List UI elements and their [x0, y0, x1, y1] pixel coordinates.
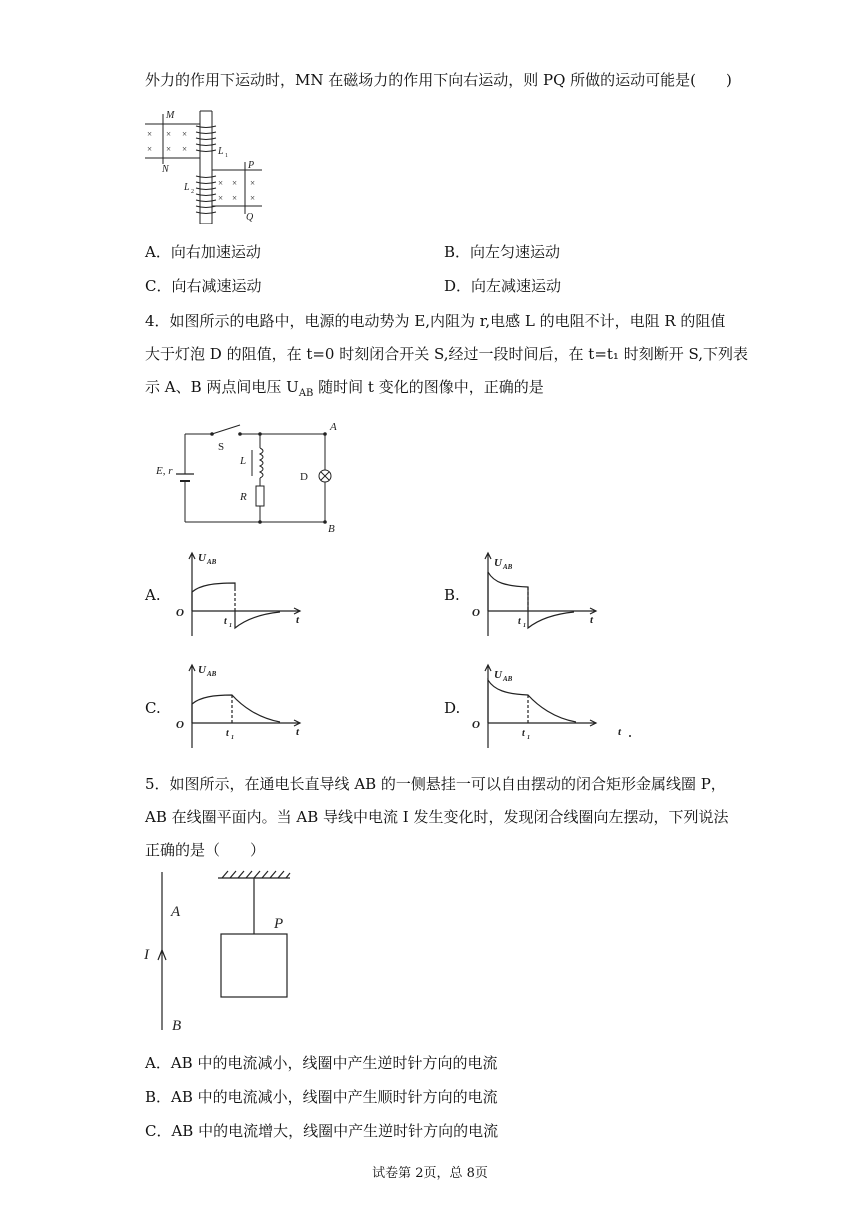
svg-text:×: ×	[182, 144, 188, 154]
label-S: S	[218, 441, 225, 453]
q5-stem-line-2: AB 在线圈平面内。当 AB 导线中电流 I 发生变化时，发现闭合线圈向左摆动，下列说法	[145, 808, 729, 826]
q4-graph-b	[470, 548, 610, 638]
q3-option-b[interactable]: B．向左匀速运动	[444, 243, 561, 261]
q3-option-d[interactable]: D．向左减速运动	[444, 277, 562, 295]
q4-line3-post: 随时间 t 变化的图像中，正确的是	[313, 378, 544, 396]
label-P: P	[248, 160, 255, 171]
q4-circuit	[150, 420, 350, 535]
q4-option-b[interactable]: B.	[444, 586, 460, 604]
graph-b-origin: O	[472, 607, 480, 619]
graph-b-t: t	[590, 614, 594, 626]
svg-text:×: ×	[182, 129, 188, 139]
q5-figure	[140, 866, 300, 1036]
graph-a-t1: t	[224, 616, 227, 627]
label-q5-A: A	[171, 904, 181, 920]
q5-option-a[interactable]: A．AB 中的电流减小，线圈中产生逆时针方向的电流	[145, 1054, 498, 1072]
graph-a-t: t	[296, 614, 300, 626]
q5-stem-line-3: 正确的是（ ）	[145, 841, 266, 859]
graph-a-t1-sub: 1	[229, 623, 232, 629]
svg-text:×: ×	[232, 178, 238, 188]
q4-option-c[interactable]: C.	[145, 699, 161, 717]
label-L1: L	[218, 146, 224, 157]
graph-c-origin: O	[176, 719, 184, 731]
graph-c-u: U	[198, 664, 206, 676]
q4-stem-line-2: 大于灯泡 D 的阻值，在 t=0 时刻闭合开关 S,经过一段时间后，在 t=t₁ 时刻断开 S,下列表	[145, 345, 748, 363]
label-B: B	[328, 523, 335, 535]
svg-text:×: ×	[166, 144, 172, 154]
page-footer: 试卷第 2页，总 8页	[372, 1166, 488, 1181]
svg-text:×: ×	[218, 193, 224, 203]
q4-graph-a	[170, 548, 310, 638]
svg-text:×: ×	[250, 193, 256, 203]
graph-a-origin: O	[176, 607, 184, 619]
label-q5-I: I	[144, 947, 149, 963]
q4-stem-line-3	[145, 377, 544, 404]
graph-a-u: U	[198, 552, 206, 564]
label-L: L	[240, 455, 247, 467]
q3-figure	[140, 106, 270, 224]
q4-option-a[interactable]: A.	[145, 586, 161, 604]
q4-graph-c	[170, 660, 310, 750]
graph-a-u-sub: AB	[207, 558, 217, 566]
graph-d-t1: t	[522, 728, 525, 739]
q4-line3-pre: 示 A、B 两点间电压 U	[145, 378, 299, 396]
svg-text:×: ×	[218, 178, 224, 188]
graph-b-t1-sub: 1	[523, 623, 526, 629]
label-L2: L	[184, 182, 190, 193]
label-N: N	[162, 164, 169, 175]
graph-c-u-sub: AB	[207, 670, 217, 678]
svg-text:×: ×	[147, 129, 153, 139]
label-M: M	[166, 110, 175, 121]
label-q5-P: P	[274, 916, 284, 932]
label-E-r: E, r	[156, 465, 173, 477]
q5-option-c[interactable]: C．AB 中的电流增大，线圈中产生逆时针方向的电流	[145, 1122, 499, 1140]
graph-d-t: t	[618, 726, 622, 738]
svg-text:×: ×	[166, 129, 172, 139]
label-R: R	[240, 491, 247, 503]
q3-option-c[interactable]: C．向右减速运动	[145, 277, 262, 295]
q3-option-a[interactable]: A．向右加速运动	[145, 243, 261, 261]
q4-option-d[interactable]: D.	[444, 699, 461, 717]
graph-c-t1-sub: 1	[231, 735, 234, 741]
graph-c-t: t	[296, 726, 300, 738]
graph-d-t1-sub: 1	[527, 735, 530, 741]
q4-graph-d	[470, 660, 640, 750]
label-Q: Q	[246, 212, 254, 223]
svg-text:×: ×	[232, 193, 238, 203]
graph-b-u-sub: AB	[503, 563, 513, 571]
q4-stem-line-1: 4．如图所示的电路中，电源的电动势为 E,内阻为 r,电感 L 的电阻不计，电阻 R 的阻值	[145, 312, 726, 330]
graph-b-u: U	[494, 557, 502, 569]
graph-d-u-sub: AB	[503, 675, 513, 683]
label-L2-sub: 2	[191, 189, 194, 195]
q4-line3-sub: AB	[298, 388, 314, 399]
label-D: D	[300, 471, 308, 483]
graph-c-t1: t	[226, 728, 229, 739]
label-A: A	[330, 421, 337, 433]
q5-option-b[interactable]: B．AB 中的电流减小，线圈中产生顺时针方向的电流	[145, 1088, 498, 1106]
label-L1-sub: 1	[225, 153, 228, 159]
svg-text:×: ×	[147, 144, 153, 154]
label-q5-B: B	[172, 1018, 182, 1034]
graph-d-u: U	[494, 669, 502, 681]
graph-b-t1: t	[518, 616, 521, 627]
q3-stem-continuation: 外力的作用下运动时，MN 在磁场力的作用下向右运动，则 PQ 所做的运动可能是( )	[145, 71, 732, 89]
q5-stem-line-1: 5．如图所示，在通电长直导线 AB 的一侧悬挂一可以自由摆动的闭合矩形金属线圈 P，	[145, 775, 726, 793]
graph-d-origin: O	[472, 719, 480, 731]
svg-text:×: ×	[250, 178, 256, 188]
